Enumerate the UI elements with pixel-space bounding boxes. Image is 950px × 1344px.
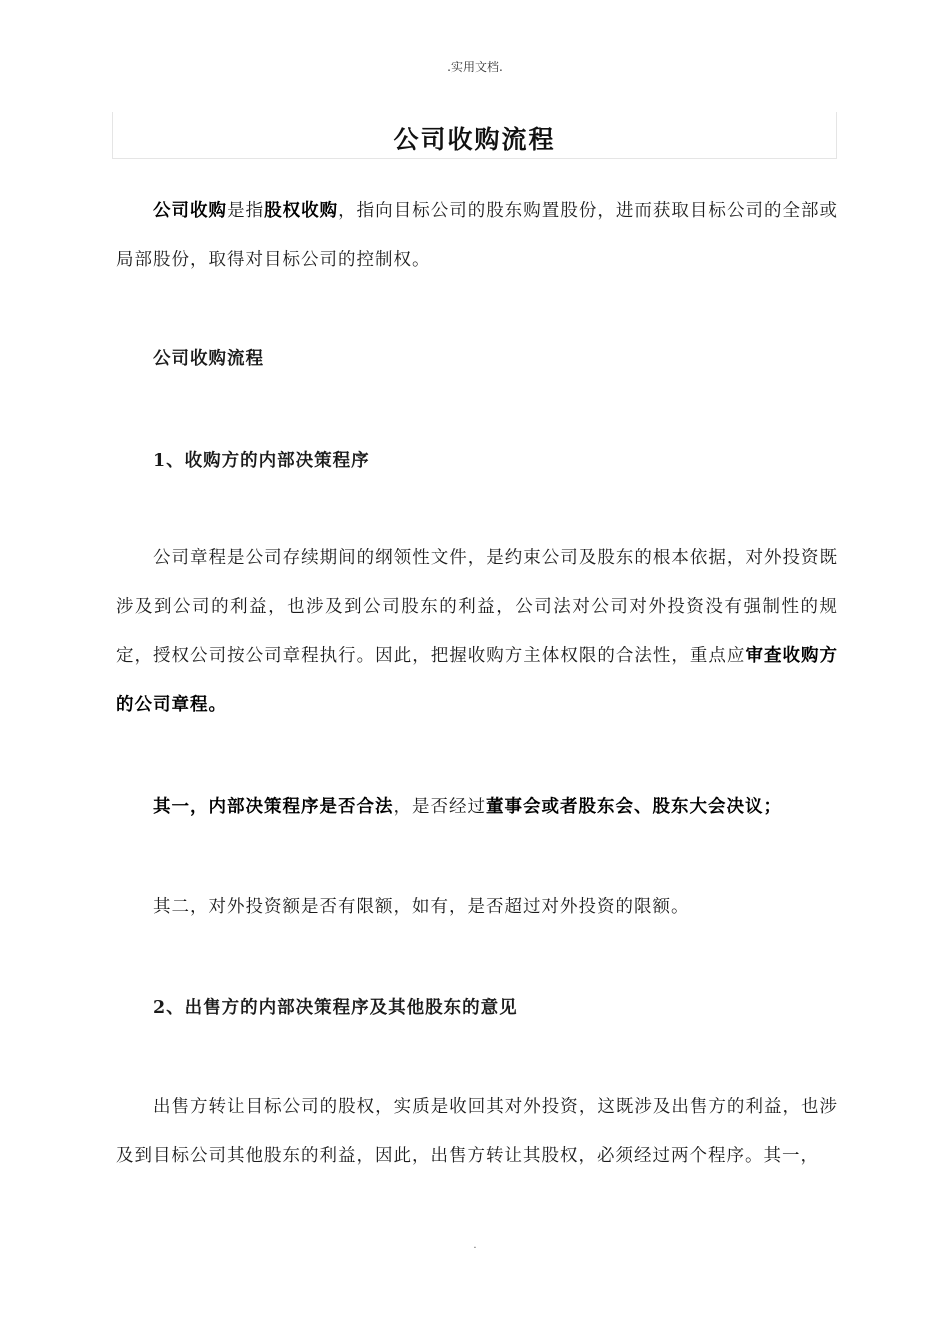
page-footer: . — [473, 1240, 477, 1251]
term-company-acquisition: 公司收购 — [153, 201, 228, 221]
step1-item1 — [116, 783, 838, 832]
step1-paragraph-text: 公司章程是公司存续期间的纲领性文件，是约束公司及股东的根本依据，对外投资既涉及到公司的利益，也涉及到公司股东的利益，公司法对公司对外投资没有强制性的规定，授权公司按公司章程执行。因此，把握收购方主体权限的合法性，重点应 — [116, 548, 838, 666]
title-box — [112, 112, 837, 159]
intro-paragraph — [116, 187, 838, 285]
intro-text-2: ，指向目标公司的股东购置股份，进而获取目标公司的全部或局部股份，取得对目标公司的控制权。 — [116, 201, 839, 270]
intro-text-1: 是指 — [227, 201, 265, 221]
page-header: .实用文档. — [447, 60, 503, 74]
item1-text: ，是否经过 — [393, 797, 486, 817]
step1-paragraph — [116, 534, 838, 730]
section-heading: 公司收购流程 — [153, 349, 264, 369]
document-title: 公司收购流程 — [393, 125, 556, 154]
item1-bold-tail: 董事会或者股东会、股东大会决议； — [486, 797, 782, 817]
step1-paragraph-bold: 审查收购方的公司章程。 — [116, 646, 839, 715]
step1-heading: 1、收购方的内部决策程序 — [153, 451, 370, 471]
step2-heading: 2、出售方的内部决策程序及其他股东的意见 — [153, 998, 518, 1018]
term-equity-acquisition: 股权收购 — [264, 201, 339, 221]
item1-bold-lead: 其一，内部决策程序是否合法 — [153, 797, 394, 817]
step1-item2: 其二，对外投资额是否有限额，如有，是否超过对外投资的限额。 — [153, 897, 690, 917]
step2-paragraph: 出售方转让目标公司的股权，实质是收回其对外投资，这既涉及出售方的利益，也涉及到目标公司其他股东的利益，因此，出售方转让其股权，必须经过两个程序。其一， — [116, 1097, 838, 1166]
